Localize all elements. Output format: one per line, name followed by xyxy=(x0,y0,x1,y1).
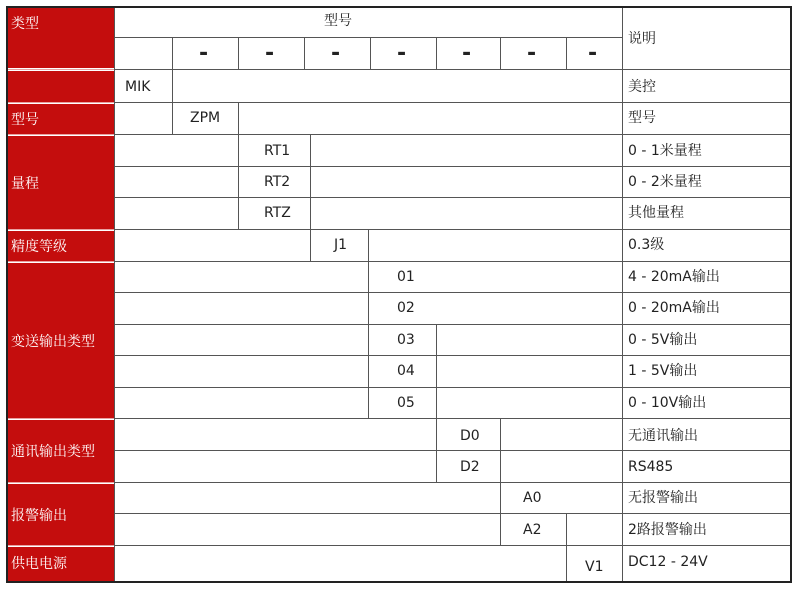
alarm-description: 无报警输出 xyxy=(628,490,698,506)
code-position-dash: - xyxy=(199,41,209,66)
code-position-dash: - xyxy=(331,41,341,66)
power-row-label: 供电电源 xyxy=(11,556,67,572)
power-description: DC12 - 24V xyxy=(628,554,708,570)
output-code: 05 xyxy=(397,395,415,411)
type-header-label: 类型 xyxy=(11,16,39,32)
brand-description: 美控 xyxy=(628,79,656,95)
output-description: 1 - 5V输出 xyxy=(628,363,698,379)
accuracy-code: J1 xyxy=(334,237,348,253)
output-code: 02 xyxy=(397,300,415,316)
model-row-label: 型号 xyxy=(11,112,39,128)
accuracy-description: 0.3级 xyxy=(628,237,665,253)
range-description: 0 - 2米量程 xyxy=(628,174,702,190)
comm-code: D2 xyxy=(460,459,480,475)
table-border xyxy=(6,6,792,583)
alarm-row-label: 报警输出 xyxy=(11,507,67,524)
model-description: 型号 xyxy=(628,110,656,126)
alarm-code: A2 xyxy=(523,522,542,538)
description-header-label: 说明 xyxy=(628,31,656,47)
output-description: 0 - 10V输出 xyxy=(628,395,707,411)
code-position-dash: - xyxy=(265,41,275,66)
output-description: 0 - 20mA输出 xyxy=(628,300,720,316)
code-position-dash: - xyxy=(527,41,537,66)
comm-code: D0 xyxy=(460,428,480,444)
range-code: RT2 xyxy=(264,174,291,190)
output-code: 03 xyxy=(397,332,415,348)
comm-description: RS485 xyxy=(628,459,674,475)
accuracy-row-label: 精度等级 xyxy=(11,239,67,255)
model-code: ZPM xyxy=(190,110,221,126)
comm-description: 无通讯输出 xyxy=(628,428,698,444)
code-position-dash: - xyxy=(462,41,472,66)
range-description: 0 - 1米量程 xyxy=(628,143,702,159)
output-row-label: 变送输出类型 xyxy=(11,333,95,350)
output-description: 4 - 20mA输出 xyxy=(628,269,720,285)
alarm-description: 2路报警输出 xyxy=(628,522,707,538)
range-row-label: 量程 xyxy=(11,175,39,192)
range-description: 其他量程 xyxy=(628,205,684,221)
comm-row-label: 通讯输出类型 xyxy=(11,444,95,460)
model-header-label: 型号 xyxy=(324,13,352,29)
output-description: 0 - 5V输出 xyxy=(628,332,698,348)
brand-code: MIK xyxy=(125,79,151,95)
alarm-code: A0 xyxy=(523,490,542,506)
range-code: RT1 xyxy=(264,143,291,159)
code-position-dash: - xyxy=(588,41,598,66)
code-position-dash: - xyxy=(397,41,407,66)
range-code: RTZ xyxy=(264,205,291,221)
output-code: 04 xyxy=(397,363,415,379)
output-code: 01 xyxy=(397,269,415,285)
power-code: V1 xyxy=(585,559,604,575)
